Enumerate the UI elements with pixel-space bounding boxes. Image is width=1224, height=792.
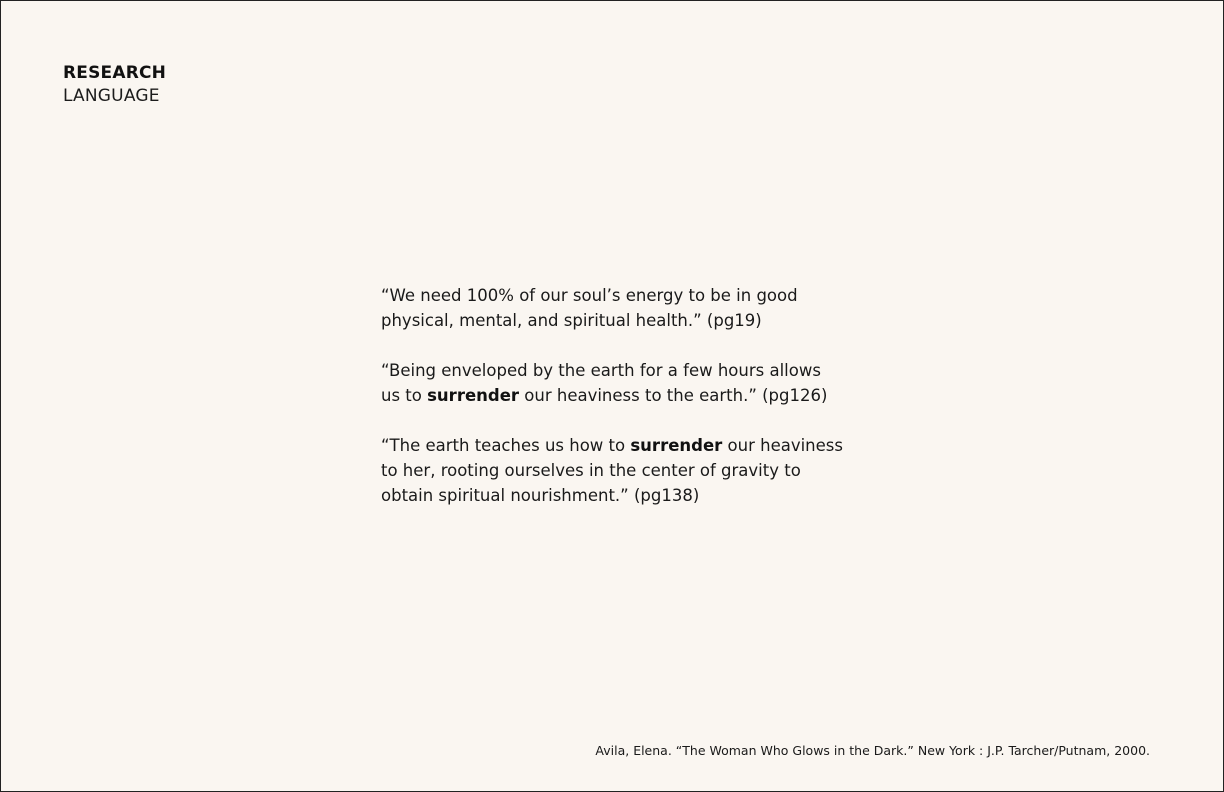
- quote-3-line-1-after: our heaviness: [722, 436, 843, 455]
- quote-3-emphasis: surrender: [630, 436, 723, 455]
- quote-2: [381, 358, 901, 408]
- quote-2-emphasis: surrender: [427, 386, 520, 405]
- quote-3-line-1-before: “The earth teaches us how to: [381, 436, 631, 455]
- quote-2-line-1: “Being enveloped by the earth for a few hours allows: [381, 361, 821, 380]
- header: [63, 62, 166, 108]
- quote-1-line-2: physical, mental, and spiritual health.” (pg19): [381, 311, 762, 330]
- quote-3-line-3: obtain spiritual nourishment.” (pg138): [381, 486, 700, 505]
- quote-3-line-2: to her, rooting ourselves in the center of gravity to: [381, 461, 801, 480]
- header-subtitle: LANGUAGE: [63, 86, 160, 106]
- quote-1-line-1: “We need 100% of our soul’s energy to be in good: [381, 286, 798, 305]
- quote-1: [381, 283, 901, 333]
- source-citation: Avila, Elena. “The Woman Who Glows in the Dark.” New York : J.P. Tarcher/Putnam, 2000.: [595, 743, 1150, 758]
- quote-2-line-2-after: our heaviness to the earth.” (pg126): [519, 386, 828, 405]
- quotes-block: [381, 283, 901, 533]
- quote-2-line-2-before: us to: [381, 386, 428, 405]
- quote-3: [381, 433, 901, 508]
- header-title: RESEARCH: [63, 63, 167, 83]
